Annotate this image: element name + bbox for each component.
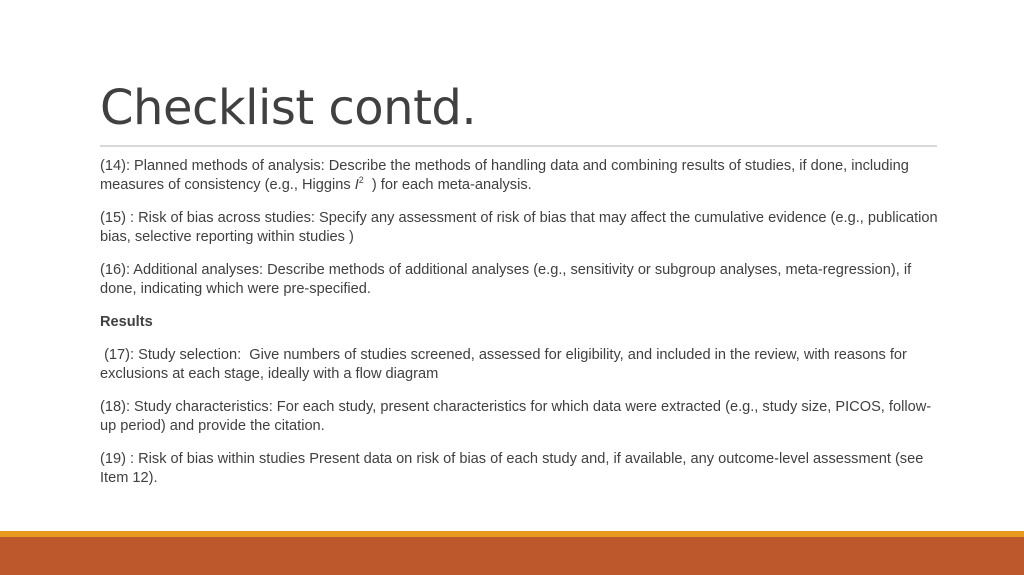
checklist-item-18: (18): Study characteristics: For each study, present characteristics for which data were extracted (e.g., study size, PICOS, follow-up period) and provide the citation. [100,399,932,434]
slide-title: Checklist contd. [100,80,477,136]
checklist-item-16: (16): Additional analyses: Describe methods of additional analyses (e.g., sensitivity or subgroup analyses, meta-regression), if done, indicating which were pre-specified. [100,262,912,297]
title-divider [100,145,937,147]
item-14-text: (14): Planned methods of analysis: Describe the methods of handling data and combining results of studies, if done, including measures of consistency (e.g., Higgins [100,158,909,193]
checklist-item-17: (17): Study selection: Give numbers of studies screened, assessed for eligibility, and included in the review, with reasons for exclusions at each stage, ideally with a flow diagram [100,347,911,382]
item-14-italic-i: I [354,177,359,193]
item-14-superscript: 2 [358,175,364,185]
checklist-item-14 [100,157,940,195]
footer-band [0,537,1024,575]
checklist-item-15: (15) : Risk of bias across studies: Specify any assessment of risk of bias that may affect the cumulative evidence (e.g., publication bias, selective reporting within studies ) [100,210,938,245]
slide-body [100,157,940,502]
item-14-text-end: ) for each meta-analysis. [363,177,532,193]
results-heading: Results [100,314,153,330]
checklist-item-19: (19) : Risk of bias within studies Present data on risk of bias of each study and, if available, any outcome-level assessment (see Item 12). [100,451,924,486]
